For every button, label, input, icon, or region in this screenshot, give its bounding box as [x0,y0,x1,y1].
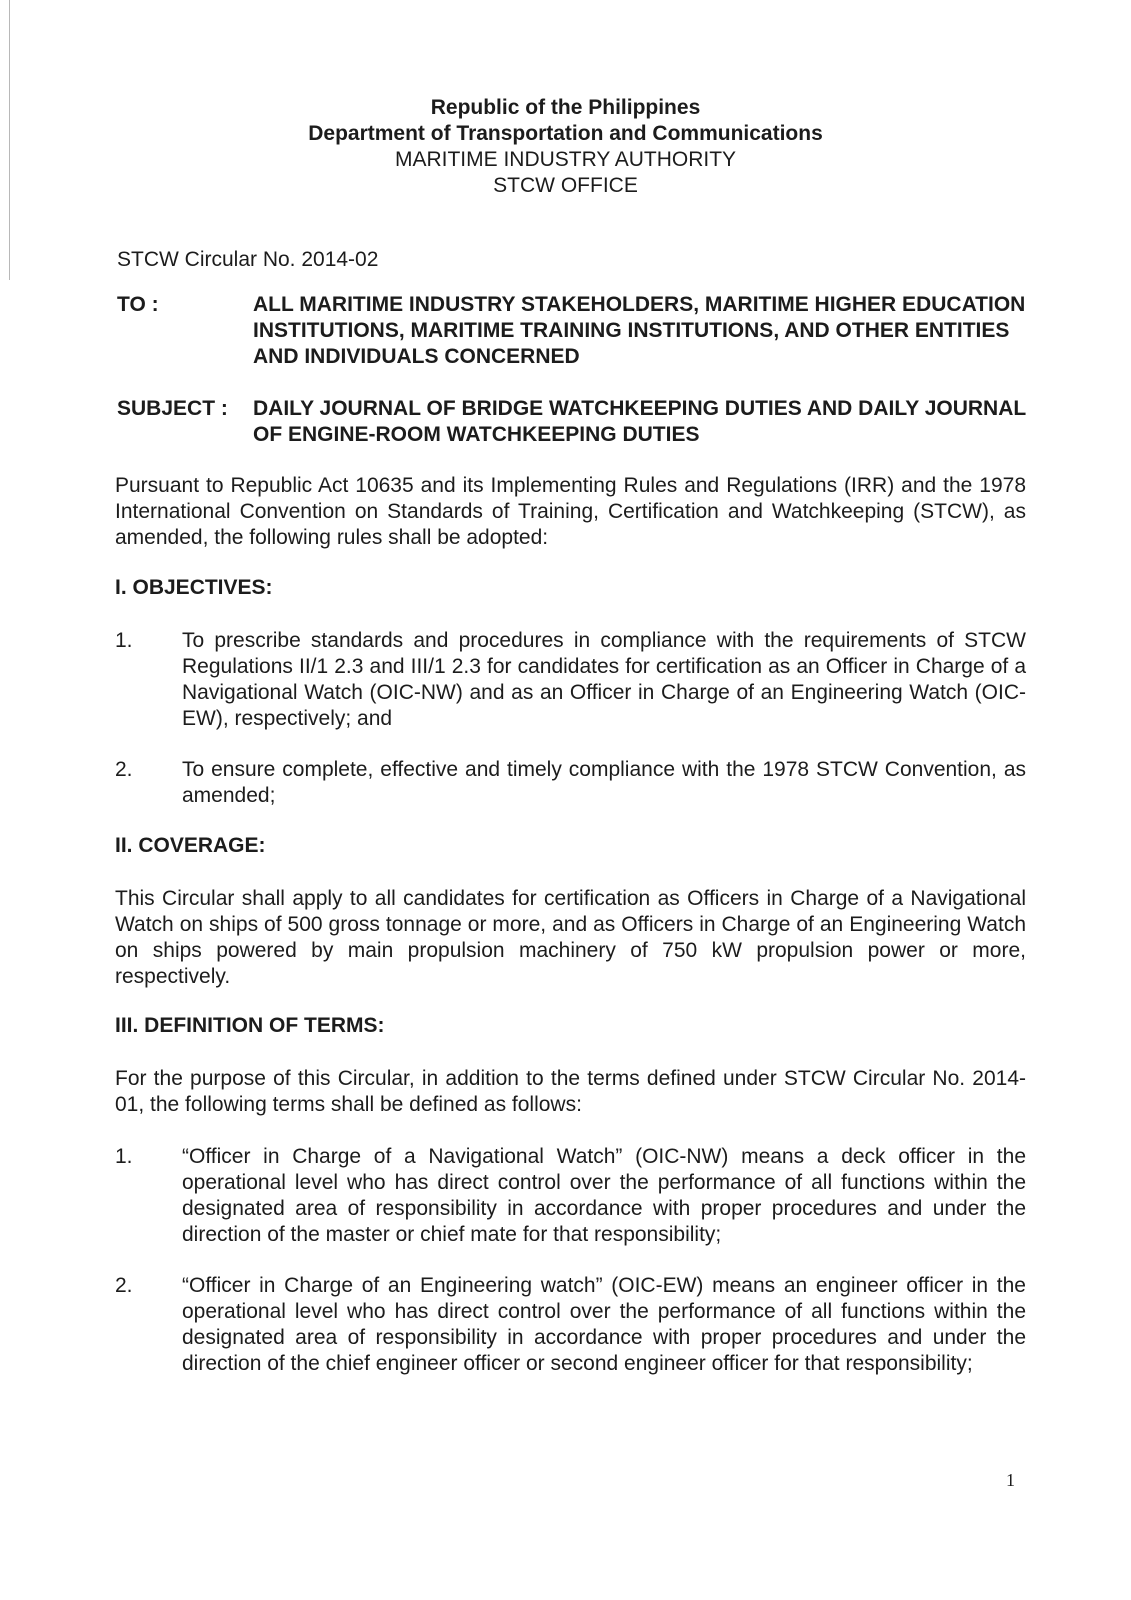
objective-text: To ensure complete, effective and timely compliance with the 1978 STCW Convention, as amended; [182,758,1026,807]
objective-number: 1. [115,629,133,652]
definition-text: “Officer in Charge of a Navigational Watch” (OIC-NW) means a deck officer in the operational level who has direct control over the performance of all functions within the designated area of responsibility in accordance with proper procedures and under the direction of the master or chief mate for that responsibility; [182,1145,1026,1246]
definitions-intro: For the purpose of this Circular, in addition to the terms defined under STCW Circular No. 2014-01, the following terms shall be defined as follows: [115,1067,1026,1116]
to-label: TO : [117,293,159,316]
to-value: ALL MARITIME INDUSTRY STAKEHOLDERS, MARITIME HIGHER EDUCATION INSTITUTIONS, MARITIME TRAINING INSTITUTIONS, AND OTHER ENTITIES AND INDIVIDUALS CONCERNED [253,293,1026,368]
document-header [0,95,1131,199]
subject-label: SUBJECT : [117,397,228,420]
objective-text: To prescribe standards and procedures in compliance with the requirements of STCW Regulations II/1 2.3 and III/1 2.3 for candidates for certification as an Officer in Charge of a Navigational Watch (OIC-NW) and as an Officer in Charge of an Engineering Watch (OIC-EW), respectively; and [182,629,1026,730]
header-department: Department of Transportation and Communications [308,122,823,145]
definition-text: “Officer in Charge of an Engineering watch” (OIC-EW) means an engineer officer in the operational level who has direct control over the performance of all functions within the designated area of responsibility in accordance with proper procedures and under the direction of the chief engineer officer or second engineer officer for that responsibility; [182,1274,1026,1375]
page-number: 1 [1006,1470,1015,1490]
coverage-heading: II. COVERAGE: [115,834,266,857]
header-office: STCW OFFICE [493,174,638,197]
coverage-paragraph: This Circular shall apply to all candidates for certification as Officers in Charge of a Navigational Watch on ships of 500 gross tonnage or more, and as Officers in Charge of an Engineering Watch on ships powered by main propulsion machinery of 750 kW propulsion power or more, respectively. [115,887,1026,988]
definition-number: 1. [115,1145,133,1168]
subject-value: DAILY JOURNAL OF BRIDGE WATCHKEEPING DUTIES AND DAILY JOURNAL OF ENGINE-ROOM WATCHKEEPING DUTIES [253,397,1026,446]
definition-number: 2. [115,1274,133,1297]
header-authority: MARITIME INDUSTRY AUTHORITY [394,148,737,171]
objective-number: 2. [115,758,133,781]
header-republic: Republic of the Philippines [430,96,701,119]
intro-paragraph: Pursuant to Republic Act 10635 and its Implementing Rules and Regulations (IRR) and the 1978 International Convention on Standards of Training, Certification and Watchkeeping (STCW), as amended, the following rules shall be adopted: [115,474,1026,549]
objectives-heading: I. OBJECTIVES: [115,576,273,599]
circular-number: STCW Circular No. 2014-02 [117,248,379,271]
definitions-heading: III. DEFINITION OF TERMS: [115,1014,385,1037]
